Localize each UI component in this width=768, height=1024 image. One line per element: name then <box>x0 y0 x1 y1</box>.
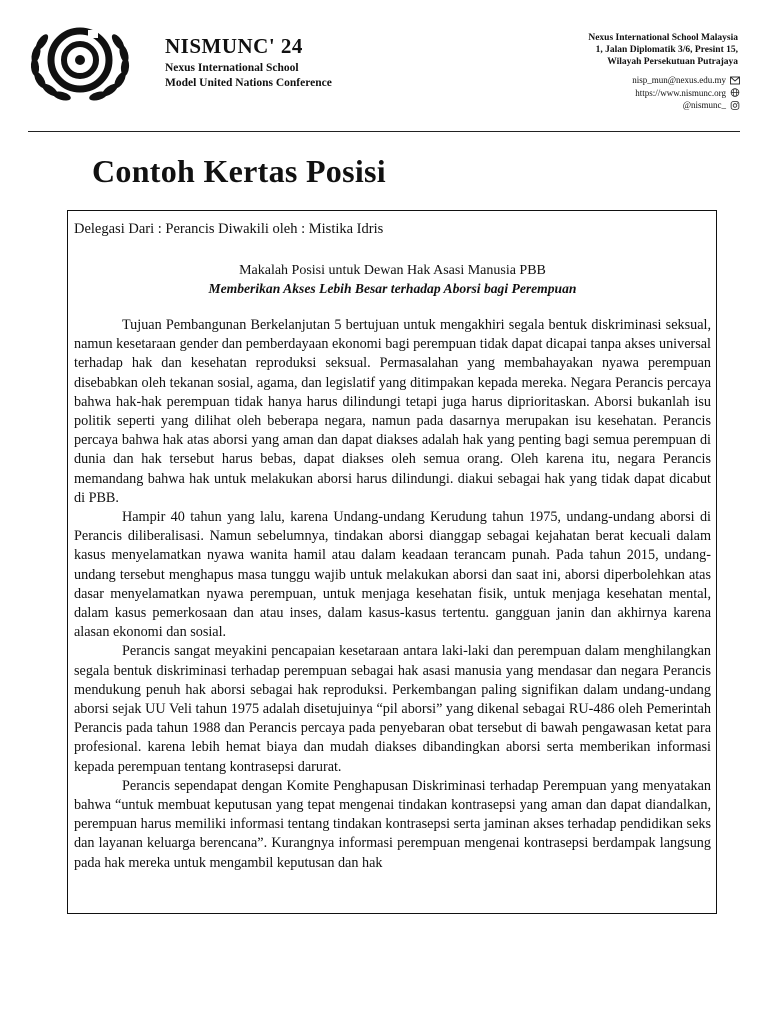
contact-website-text: https://www.nismunc.org <box>635 87 726 98</box>
document-header <box>0 0 768 132</box>
paragraph: Perancis sangat meyakini pencapaian kesetaraan antara laki-laki dan perempuan dalam menghilangkan segala bentuk diskriminasi terhadap perempuan sebagai hak asasi manusia yang mendasar dan negara Perancis mendukung penuh hak aborsi sebagai hak reproduksi. Perkembangan paling signifikan dalam undang-undang aborsi sejak UU Veli tahun 1975 adalah disetujuinya “pil aborsi” yang dikenal sebagai RU-486 oleh Pemerintah Perancis pada tahun 1988 dan Perancis percaya pada penyebaran obat tersebut di bawah pengawasan ketat para profesional. karena lebih hemat biaya dan mudah diakses dibandingkan aborsi serta memberikan informasi kepada perempuan tentang kontrasepsi darurat. <box>74 643 711 775</box>
school-address <box>518 32 738 68</box>
globe-icon <box>730 88 740 97</box>
contact-instagram[interactable] <box>540 99 740 112</box>
delegation-line: Delegasi Dari : Perancis Diwakili oleh : Mistika Idris <box>74 221 384 237</box>
contact-email-text: nisp_mun@nexus.edu.my <box>632 75 726 85</box>
page-title: Contoh Kertas Posisi <box>92 153 386 189</box>
paragraph: Tujuan Pembangunan Berkelanjutan 5 bertujuan untuk mengakhiri segala bentuk diskriminasi seksual, namun kesetaraan gender dan pemberdayaan ekonomi bagi perempuan tidak dapat dicapai tanpa akses universal terhadap hak dan kesehatan reproduksi seksual. Permasalahan yang membahayakan nyawa perempuan disebabkan oleh tekanan sosial, agama, dan legislatif yang ditimpakan kepada mereka. Negara Perancis percaya bahwa hak-hak perempuan tidak hanya harus dilindungi tetapi juga harus diprioritaskan. Aborsi bukanlah isu politik seperti yang dilihat oleh beberapa negara, namun pada dasarnya merupakan isu kesehatan. Perancis percaya bahwa hak atas aborsi yang aman dan dapat diakses adalah hak yang penting bagi semua perempuan di dunia dan hak tersebut harus bebas, dapat diakses oleh semua orang. Oleh karena itu, negara Perancis memandang bahwa hak untuk melakukan aborsi harus dilindungi. diakui sebagai hak yang tidak dapat dicabut di PBB. <box>74 317 711 506</box>
nismunc-wreath-logo-icon <box>28 20 132 102</box>
paragraph: Hampir 40 tahun yang lalu, karena Undang-undang Kerudung tahun 1975, undang-undang aborsi di Perancis diliberalisasi. Namun sebelumnya, tindakan aborsi dianggap sebagai kejahatan berat kecuali dalam kasus menyelamatkan nyawa wanita hamil atau dalam keadaan terancam punah. Pada tahun 2015, undang-undang tersebut menghapus masa tunggu wajib untuk melakukan aborsi dan saat ini, aborsi diperbolehkan atas dasar menyelamatkan nyawa perempuan, untuk menjaga kesehatan fisik, untuk menjaga kesehatan mental, dalam kasus pemerkosaan dan atau inses, dalam kasus-kasus tertentu. gangguan janin dan akhirnya karena alasan ekonomi dan sosial. <box>74 509 711 641</box>
contact-email[interactable] <box>540 74 740 87</box>
mail-icon <box>730 76 740 85</box>
paragraph: Perancis sependapat dengan Komite Penghapusan Diskriminasi terhadap Perempuan yang menyatakan bahwa “untuk membuat keputusan yang tepat mengenai tindakan kontrasepsi yang aman dan dapat diandalkan, perempuan harus memiliki informasi tentang tindakan kontrasepsi serta jaminan akses terhadap pendidikan seks dan layanan keluarga berencana”. Kurangnya informasi perempuan mengenai kontrasepsi berdampak langsung pada hak mereka untuk mengambil keputusan dan hak <box>74 777 711 871</box>
position-paper-box <box>67 210 717 914</box>
contact-website[interactable] <box>540 87 740 100</box>
header-divider <box>28 131 740 132</box>
conference-name: NISMUNC' 24 <box>165 34 303 58</box>
instagram-icon <box>730 101 740 110</box>
address-line: Nexus International School Malaysia <box>588 33 738 43</box>
paper-title: Makalah Posisi untuk Dewan Hak Asasi Manusia PBB <box>239 263 546 278</box>
conference-subtitle-line1: Nexus International School <box>165 62 299 74</box>
contact-instagram-text: @nismunc_ <box>682 100 726 110</box>
contact-info <box>540 74 740 112</box>
paper-subtitle: Memberikan Akses Lebih Besar terhadap Aborsi bagi Perempuan <box>208 281 577 296</box>
address-line: Wilayah Persekutuan Putrajaya <box>607 57 738 67</box>
conference-subtitle-line2: Model United Nations Conference <box>165 77 332 89</box>
paper-body <box>74 316 711 873</box>
address-line: 1, Jalan Diplomatik 3/6, Presint 15, <box>595 45 738 55</box>
